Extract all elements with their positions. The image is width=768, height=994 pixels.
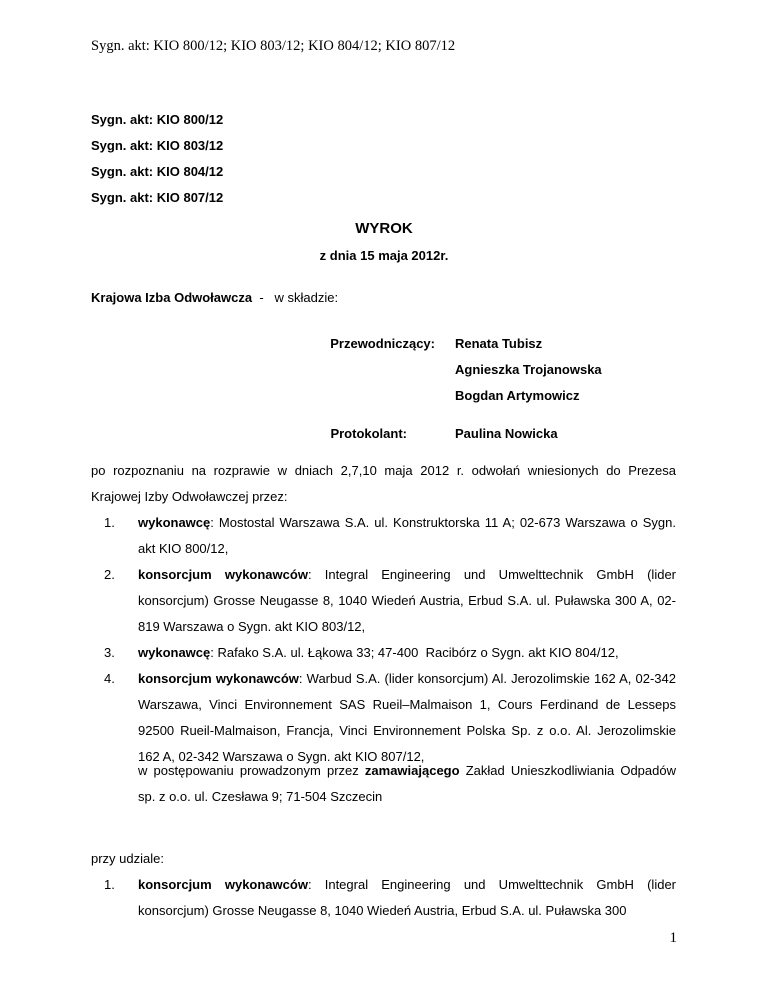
party-details: : Rafako S.A. ul. Łąkowa 33; 47-400 Racibórz o Sygn. akt KIO 804/12, — [210, 645, 619, 660]
list-item — [104, 872, 676, 924]
document-title: WYROK — [355, 220, 413, 237]
proceeding-paragraph — [138, 758, 676, 810]
party-type: konsorcjum wykonawców — [138, 567, 308, 582]
party-details: : Warbud S.A. (lider konsorcjum) Al. Jerozolimskie 162 A, 02-342 Warszawa, Vinci Environnement SAS Rueil–Malmaison 1, Cours Ferdinand de Lesseps 92500 Rueil-Malmaison, Francja, Vinci Environnement Polska Sp. z o.o. Al. Jerozolimskie 162 A, 02-342 Warszawa o Sygn. akt KIO 807/12, — [138, 671, 677, 764]
chamber-name: Krajowa Izba Odwoławcza — [91, 290, 253, 305]
panel-line — [91, 290, 338, 305]
participants-list — [104, 872, 676, 924]
party-details: : Mostostal Warszawa S.A. ul. Konstruktorska 11 A; 02-673 Warszawa o Sygn. akt KIO 800/12, — [138, 515, 676, 556]
intro-paragraph: po rozpoznaniu na rozprawie w dniach 2,7,10 maja 2012 r. odwołań wniesionych do Prezesa Krajowej Izby Odwoławczej przez: — [91, 463, 676, 504]
page-number: 1 — [669, 930, 677, 946]
signature-line: Sygn. akt: KIO 807/12 — [91, 190, 224, 205]
list-number: 3. — [104, 645, 115, 660]
chair-label: Przewodniczący: — [330, 336, 435, 351]
list-number: 1. — [104, 877, 115, 892]
list-item — [104, 510, 676, 562]
panel-composition: - w składzie: — [252, 290, 339, 305]
contracting-authority-label: zamawiającego — [364, 763, 460, 778]
list-number: 4. — [104, 671, 115, 686]
document-date: z dnia 15 maja 2012r. — [319, 248, 449, 263]
panel-member: Bogdan Artymowicz — [455, 388, 580, 403]
list-item — [104, 562, 676, 640]
clerk-name: Paulina Nowicka — [455, 426, 558, 441]
signature-line: Sygn. akt: KIO 804/12 — [91, 164, 224, 179]
signature-line: Sygn. akt: KIO 800/12 — [91, 112, 224, 127]
list-item — [104, 640, 676, 666]
proceeding-pre: w postępowaniu prowadzonym przez — [138, 763, 365, 778]
panel-member: Agnieszka Trojanowska — [455, 362, 602, 377]
party-type: wykonawcę — [138, 645, 211, 660]
participation-label: przy udziale: — [91, 851, 164, 866]
party-type: konsorcjum wykonawców — [138, 877, 308, 892]
list-number: 1. — [104, 515, 115, 530]
running-header: Sygn. akt: KIO 800/12; KIO 803/12; KIO 804/12; KIO 807/12 — [91, 38, 456, 54]
appellants-list — [104, 510, 676, 770]
clerk-label: Protokolant: — [330, 426, 407, 441]
list-item — [104, 666, 676, 770]
party-type: konsorcjum wykonawców — [138, 671, 299, 686]
party-details: : Integral Engineering und Umwelttechnik GmbH (lider konsorcjum) Grosse Neugasse 8, 1040 Wiedeń Austria, Erbud S.A. ul. Puławska 300 — [138, 877, 676, 918]
panel-member: Renata Tubisz — [455, 336, 543, 351]
party-type: wykonawcę — [138, 515, 211, 530]
list-number: 2. — [104, 567, 115, 582]
signature-line: Sygn. akt: KIO 803/12 — [91, 138, 224, 153]
party-details: : Integral Engineering und Umwelttechnik GmbH (lider konsorcjum) Grosse Neugasse 8, 1040 Wiedeń Austria, Erbud S.A. ul. Puławska 300 A, 02-819 Warszawa o Sygn. akt KIO 803/12, — [138, 567, 676, 634]
contracting-authority-details: Zakład Unieszkodliwiania Odpadów sp. z o.o. ul. Czesława 9; 71-504 Szczecin — [138, 763, 676, 804]
